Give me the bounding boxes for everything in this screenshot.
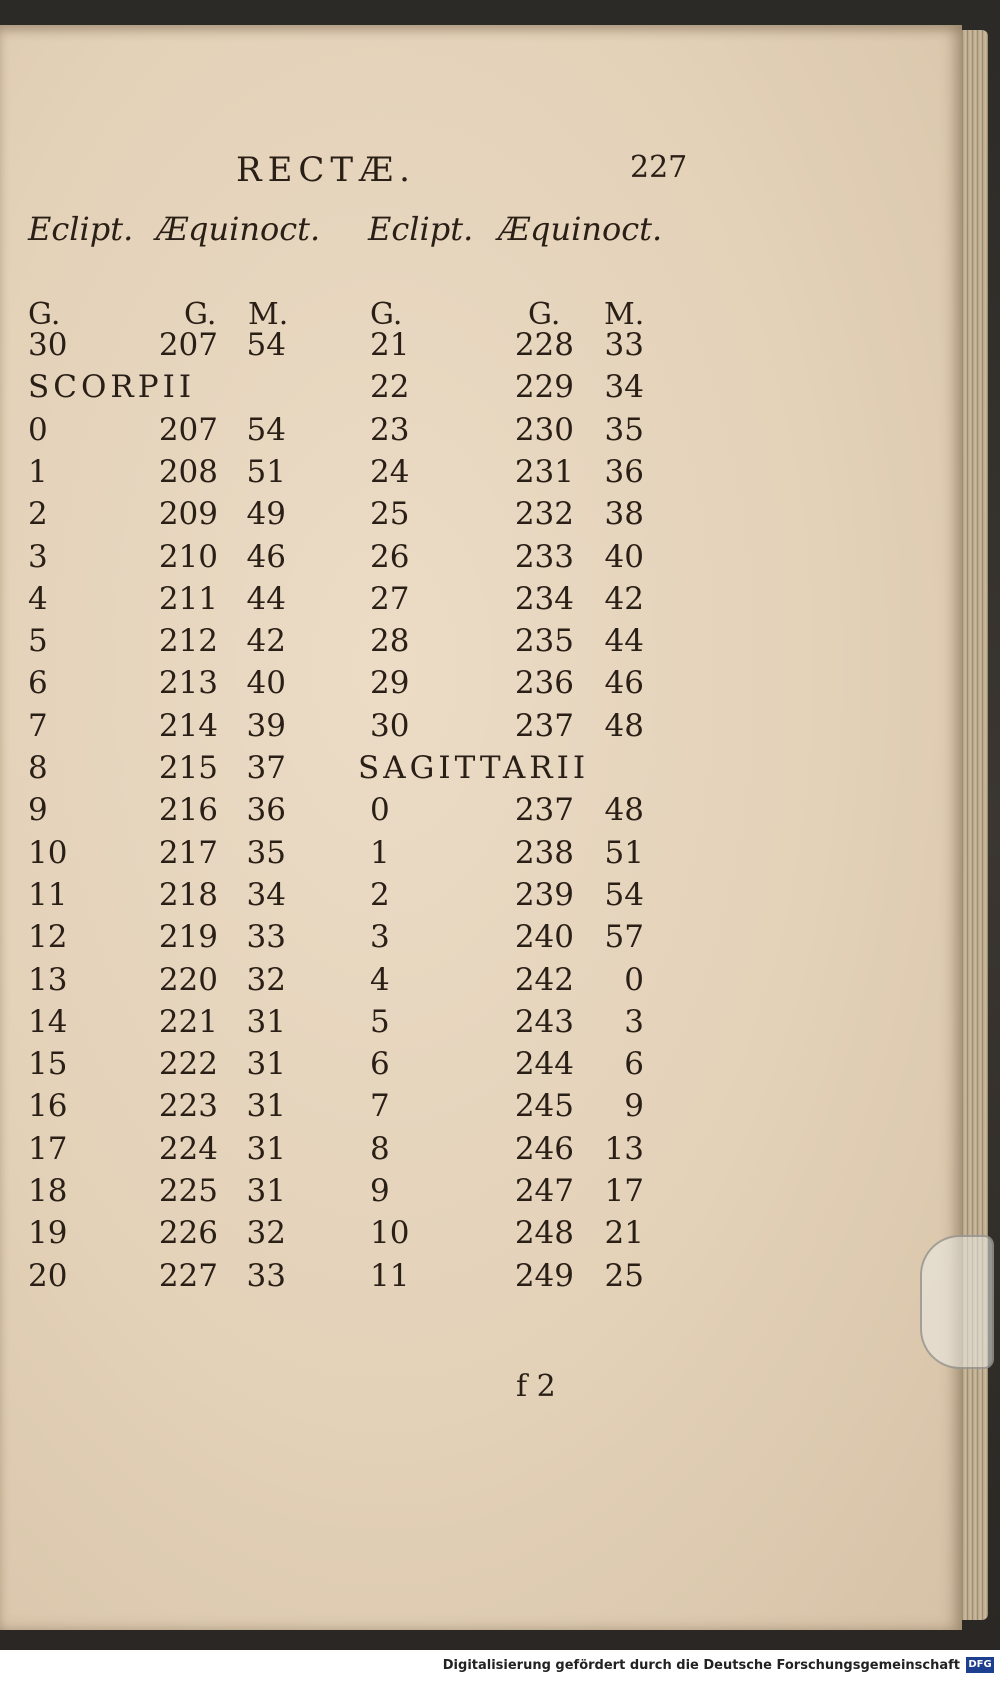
minute-value: 3 [624, 1003, 644, 1040]
sign-heading-scorpii: SCORPII [28, 369, 196, 406]
degree-value: 230 [514, 411, 574, 448]
dfg-logo: DFG [966, 1657, 994, 1673]
eclipt-value: 6 [370, 1046, 390, 1083]
degree-value: 237 [514, 707, 574, 744]
minute-value: 34 [604, 369, 644, 406]
minute-value: 32 [246, 1215, 286, 1252]
degree-value: 246 [514, 1130, 574, 1167]
eclipt-value: 18 [28, 1173, 68, 1209]
minute-value: 31 [246, 1130, 286, 1167]
degree-value: 226 [158, 1215, 218, 1252]
left-aequinoct-heading: Æquinoct. [156, 210, 321, 248]
minute-value: 40 [604, 538, 644, 575]
degree-value: 212 [158, 623, 218, 660]
degree-value: 217 [158, 834, 218, 871]
minute-value: 44 [246, 580, 286, 617]
minute-value: 54 [604, 876, 644, 913]
degree-value: 233 [514, 538, 574, 575]
degree-value: 234 [514, 580, 574, 617]
minute-value: 49 [246, 496, 286, 533]
minute-value: 6 [624, 1046, 644, 1083]
eclipt-value: 21 [370, 327, 410, 363]
page-edges [958, 30, 988, 1620]
eclipt-value: 8 [28, 750, 48, 786]
eclipt-value: 14 [28, 1003, 68, 1040]
eclipt-value: 9 [370, 1173, 390, 1209]
left-eclipt-heading: Eclipt. [28, 210, 134, 248]
eclipt-value: 7 [28, 707, 48, 744]
minute-value: 51 [246, 453, 286, 490]
eclipt-value: 25 [370, 496, 410, 533]
minute-value: 21 [604, 1215, 644, 1252]
minute-value: 33 [246, 1257, 286, 1294]
minute-value: 25 [604, 1257, 644, 1294]
eclipt-value: 9 [28, 792, 48, 829]
degree-value: 232 [514, 496, 574, 533]
minute-value: 54 [246, 411, 286, 448]
degree-value: 249 [514, 1257, 574, 1294]
minute-value: 35 [246, 834, 286, 871]
degree-value: 243 [514, 1003, 574, 1040]
minute-value: 31 [246, 1046, 286, 1083]
degree-value: 245 [514, 1088, 574, 1125]
eclipt-value: 20 [28, 1257, 68, 1294]
degree-value: 208 [158, 453, 218, 490]
degree-value: 207 [158, 411, 218, 448]
degree-value: 239 [514, 876, 574, 913]
degree-value: 207 [158, 327, 218, 363]
minute-value: 35 [604, 411, 644, 448]
minute-value: 48 [604, 792, 644, 829]
minute-value: 34 [246, 876, 286, 913]
sign-heading-sagittarii: SAGITTARII [358, 750, 590, 786]
degree-value: 213 [158, 665, 218, 702]
degree-value: 242 [514, 961, 574, 998]
eclipt-value: 22 [370, 369, 410, 406]
degree-value: 228 [514, 327, 574, 363]
minute-value: 13 [604, 1130, 644, 1167]
minute-value: 31 [246, 1173, 286, 1209]
minute-value: 46 [604, 665, 644, 702]
minute-value: 42 [604, 580, 644, 617]
eclipt-value: 10 [370, 1215, 410, 1252]
eclipt-value: 11 [370, 1257, 410, 1294]
eclipt-value: 5 [370, 1003, 390, 1040]
degree-value: 222 [158, 1046, 218, 1083]
eclipt-value: 4 [370, 961, 390, 998]
eclipt-value: 24 [370, 453, 410, 490]
eclipt-value: 8 [370, 1130, 390, 1167]
degree-value: 220 [158, 961, 218, 998]
right-degree-unit: G. [370, 297, 403, 332]
minute-value: 48 [604, 707, 644, 744]
eclipt-value: 30 [370, 707, 410, 744]
degree-value: 215 [158, 750, 218, 786]
left-degree-unit-2: G. [184, 297, 217, 332]
minute-value: 37 [246, 750, 286, 786]
minute-value: 38 [604, 496, 644, 533]
right-aequinoct-heading: Æquinoct. [498, 210, 663, 248]
minute-value: 33 [604, 327, 644, 363]
degree-value: 229 [514, 369, 574, 406]
eclipt-value: 27 [370, 580, 410, 617]
degree-value: 219 [158, 919, 218, 956]
eclipt-value: 3 [28, 538, 48, 575]
degree-value: 247 [514, 1173, 574, 1209]
minute-value: 54 [246, 327, 286, 363]
minute-value: 0 [624, 961, 644, 998]
degree-value: 244 [514, 1046, 574, 1083]
right-degree-unit-2: G. [528, 297, 561, 332]
right-eclipt-heading: Eclipt. [368, 210, 474, 248]
eclipt-value: 16 [28, 1088, 68, 1125]
minute-value: 33 [246, 919, 286, 956]
running-head: RECTÆ. [236, 150, 416, 190]
eclipt-value: 1 [28, 453, 48, 490]
left-degree-unit: G. [28, 297, 61, 332]
book-page [0, 25, 962, 1630]
eclipt-value: 0 [370, 792, 390, 829]
minute-value: 31 [246, 1003, 286, 1040]
degree-value: 227 [158, 1257, 218, 1294]
minute-value: 36 [604, 453, 644, 490]
eclipt-value: 5 [28, 623, 48, 660]
minute-value: 9 [624, 1088, 644, 1125]
minute-value: 32 [246, 961, 286, 998]
minute-value: 51 [604, 834, 644, 871]
eclipt-value: 0 [28, 411, 48, 448]
eclipt-value: 30 [28, 327, 68, 363]
eclipt-value: 23 [370, 411, 410, 448]
eclipt-value: 17 [28, 1130, 68, 1167]
degree-value: 235 [514, 623, 574, 660]
minute-value: 36 [246, 792, 286, 829]
eclipt-value: 26 [370, 538, 410, 575]
degree-value: 218 [158, 876, 218, 913]
left-minute-unit: M. [248, 297, 289, 332]
footer-credit: Digitalisierung gefördert durch die Deutsche Forschungsgemeinschaft [442, 1658, 960, 1673]
eclipt-value: 6 [28, 665, 48, 702]
minute-value: 46 [246, 538, 286, 575]
degree-value: 224 [158, 1130, 218, 1167]
minute-value: 17 [604, 1173, 644, 1209]
signature-mark: f 2 [516, 1369, 556, 1404]
minute-value: 31 [246, 1088, 286, 1125]
degree-value: 223 [158, 1088, 218, 1125]
degree-value: 248 [514, 1215, 574, 1252]
minute-value: 57 [604, 919, 644, 956]
eclipt-value: 2 [370, 876, 390, 913]
degree-value: 231 [514, 453, 574, 490]
eclipt-value: 3 [370, 919, 390, 956]
minute-value: 42 [246, 623, 286, 660]
eclipt-value: 11 [28, 876, 68, 913]
degree-value: 240 [514, 919, 574, 956]
eclipt-value: 15 [28, 1046, 68, 1083]
minute-value: 44 [604, 623, 644, 660]
degree-value: 238 [514, 834, 574, 871]
page-number: 227 [630, 150, 688, 185]
degree-value: 225 [158, 1173, 218, 1209]
right-minute-unit: M. [604, 297, 645, 332]
minute-value: 40 [246, 665, 286, 702]
degree-value: 216 [158, 792, 218, 829]
footer-bar [0, 1650, 1000, 1682]
eclipt-value: 28 [370, 623, 410, 660]
eclipt-value: 29 [370, 665, 410, 702]
eclipt-value: 19 [28, 1215, 68, 1252]
eclipt-value: 7 [370, 1088, 390, 1125]
eclipt-value: 12 [28, 919, 68, 956]
degree-value: 209 [158, 496, 218, 533]
degree-value: 237 [514, 792, 574, 829]
eclipt-value: 10 [28, 834, 68, 871]
degree-value: 211 [158, 580, 218, 617]
eclipt-value: 1 [370, 834, 390, 871]
minute-value: 39 [246, 707, 286, 744]
page-clip [920, 1235, 994, 1369]
eclipt-value: 13 [28, 961, 68, 998]
degree-value: 221 [158, 1003, 218, 1040]
degree-value: 214 [158, 707, 218, 744]
eclipt-value: 2 [28, 496, 48, 533]
eclipt-value: 4 [28, 580, 48, 617]
degree-value: 236 [514, 665, 574, 702]
degree-value: 210 [158, 538, 218, 575]
